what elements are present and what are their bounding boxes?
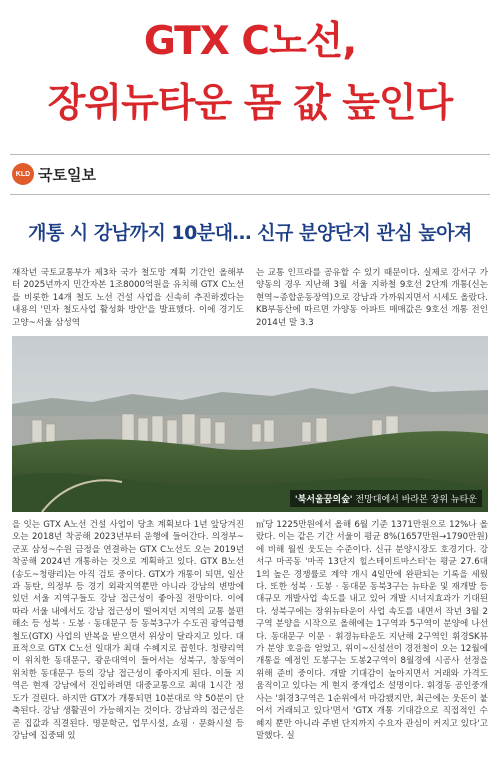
- logo-divider: [10, 194, 490, 195]
- aerial-city-view-image: [12, 336, 488, 512]
- headline-block: [0, 0, 500, 150]
- subheadline: [0, 218, 500, 245]
- article-column-bottom-left: 을 잇는 GTX A노선 건설 사업이 당초 계획보다 1년 앞당겨진 오는 2018년 착공해 2023년부터 운행에 들어간다. 의정부~군포 삼성~수원 금정을 연결하는 GTX C노선도 오는 2019년 착공해 2024년 개통하는 것으로 계획하고 있다. GTX B노선(송도~청량리)는 아직 검토 중이다. GTX가 개통이 되면, 일산과 동탄, 의정부 등 경기 외곽지역뿐만 아니라 강남의 변방에 있던 서울 지역구들도 강남 접근성이 좋아질 전망이다. 이에 따라 서울 내에서도 강남 접근성이 떨어지던 지역의 교통 불편 해소 등 성북 · 도봉 · 동대문구 등 동북3구가 수도권 광역급행철도(GTX) 사업의 반복을 받으면서 위상이 달라지고 있다. 대표적으로 GTX C노선 일대가 최대 수혜지로 꼽힌다. 청량리역이 위치한 동대문구, 광운대역이 들어서는 성북구, 창동역이 위치한 동대문구 등의 강남 접근성이 좋아지게 된다. 이들 지역은 현재 강남에서 진입하려면 대중교통으로 최대 1시간 정도가 걸린다. 하지만 GTX가 개통되면 10분대로 약 50분이 단축된다. 강남 생활권이 가능해지는 것이다. 강남과의 접근성은 곧 집값과 직결된다. 명문학군, 업무시설, 쇼핑 · 문화시설 등 강남에 집중돼 있: [12, 520, 244, 741]
- publication-name: 국토일보: [38, 165, 96, 184]
- headline-line-2: 장위뉴타운 몸 값 높인다: [47, 81, 453, 126]
- top-divider: [10, 154, 490, 155]
- subheadline-rest: 시 강남까지 10분대… 신규 분양단지 관심 높아져: [63, 222, 472, 244]
- photo-caption: [290, 490, 482, 507]
- article-column-top-right: 는 교통 인프라를 공유할 수 있기 때문이다. 실제로 강서구 가양동의 경우 지난해 3월 서울 지하철 9호선 2단계 개통(신논현역~종합운동장역)으로 강남과 가까워지면서 시세도 올랐다. KB부동산에 따르면 가양동 아파트 매매값은 9호선 개통 전인 2014년 말 3.3: [256, 268, 488, 328]
- photo-caption-quote: '북서울꿈의숲': [294, 495, 353, 505]
- publication-logo-mark: KLD: [12, 163, 34, 185]
- photo-caption-text: 전망대에서 바라본 장위 뉴타운: [352, 495, 477, 505]
- publication-logo: [12, 163, 96, 185]
- subheadline-lead: 개통: [28, 222, 64, 244]
- article-column-top-left: 재작년 국토교통부가 제3차 국가 철도망 계획 기간인 올해부터 2025년까지 민간자본 1조8000억원을 유치해 GTX C노선을 비롯한 14개 철도 노선 건설 사업을 신속히 추진하겠다는 내용의 '민자 철도사업 활성화 방안'을 발표했다. 이에 경기도 고양~서울 삼성역: [12, 268, 244, 328]
- article-column-bottom-right: ㎡당 1225만원에서 올해 6월 기준 1371만원으로 12%나 올랐다. 이는 같은 기간 서울이 평균 8%(1657만원→1790만원)에 비해 월씬 웃도는 수준이다. 신규 분양시장도 호경기다. 강서구 마곡동 '마곡 13단지 힐스테이트마스터'는 평균 27.6대 1의 높은 경쟁률로 계약 개시 4일만에 완판되는 기록을 세웠다. 또한 성북 · 도봉 · 동대문 동북3구는 뉴타운 및 재개발 등 대규모 개발사업 속도를 내고 있어 개발 시너지효과가 기대된다. 성북구에는 장위뉴타운이 사업 속도를 내면서 작년 3월 2구역 분양을 시작으로 올해에는 1구역과 5구역이 분양에 나선다. 동대문구 이문 · 휘경뉴타운도 지난해 2구역인 휘경SK뷰가 분양 호응을 얻었고, 위이~신설선이 경전철이 오는 12월에 개통을 예정인 도봉구는 도봉2구역이 8월경에 시공사 선정을 위해 준비 중이다. 개발 기대감이 높아지면서 거래와 가격도 움직이고 있다는 게 현지 중개업소 설명이다. 휘경동 공인중개사는 '휘경3구역은 1순위에서 마감됐지만, 최근에는 웃돈이 붙어서 거래되고 있다'면서 'GTX 개통 기대감으로 직접적인 수혜지 뿐만 아니라 주변 단지까지 수요자 관심이 커지고 있다'고 말했다. 실: [256, 520, 488, 741]
- article-photo: [12, 336, 488, 512]
- headline-line-1: GTX C노선,: [143, 19, 357, 64]
